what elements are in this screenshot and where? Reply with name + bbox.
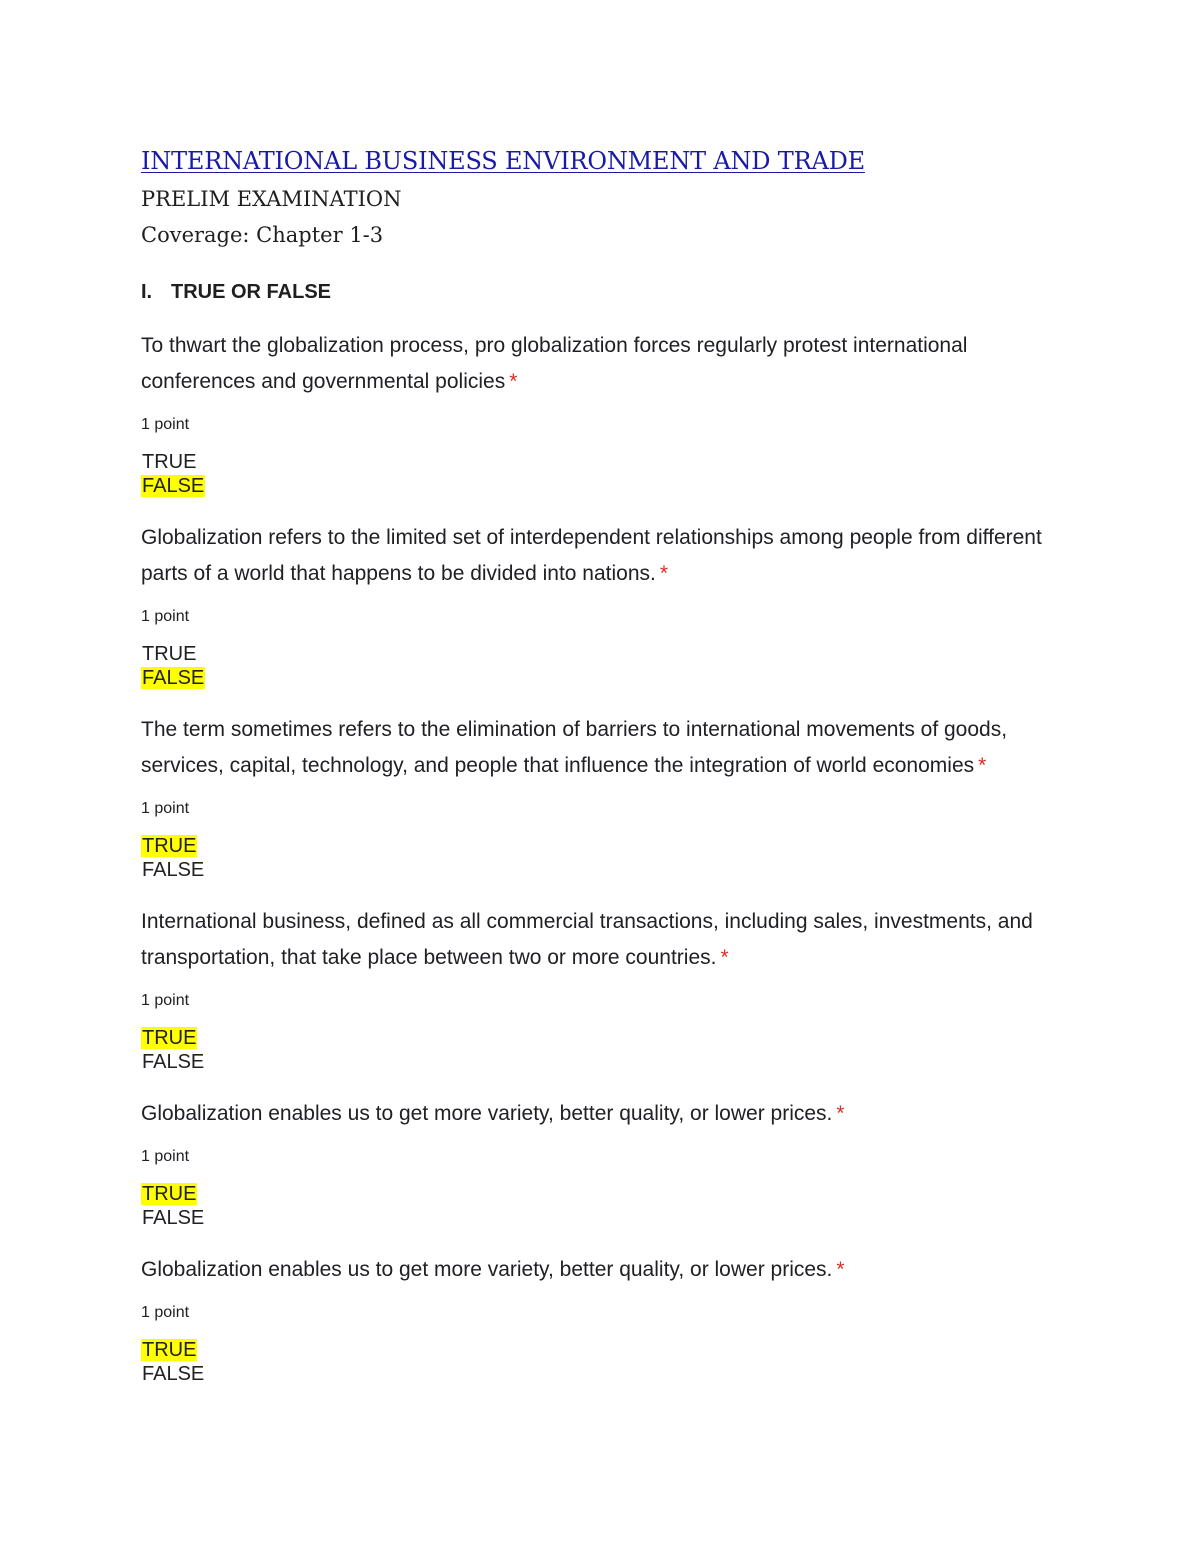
question-item bbox=[141, 1252, 1071, 1386]
option-label: TRUE bbox=[142, 643, 197, 665]
answer-options bbox=[141, 450, 1071, 498]
question-item bbox=[141, 712, 1071, 882]
option-false[interactable] bbox=[141, 1050, 1071, 1074]
question-prompt: Globalization refers to the limited set of interdependent relationships among people from different parts of a world that happens to be divided into nations. bbox=[141, 526, 1042, 585]
question-points: 1 point bbox=[141, 800, 190, 817]
question-prompt: To thwart the globalization process, pro globalization forces regularly protest international conferences and governmental policies bbox=[141, 334, 968, 393]
option-label: TRUE bbox=[142, 451, 197, 473]
question-prompt: The term sometimes refers to the elimination of barriers to international movements of goods, services, capital, technology, and people that influence the integration of world economies bbox=[141, 718, 1008, 777]
question-item bbox=[141, 328, 1071, 498]
question-prompt: International business, defined as all commercial transactions, including sales, investments, and transportation, that take place between two or more countries. bbox=[141, 910, 1033, 969]
section-heading bbox=[141, 278, 1071, 306]
option-true[interactable] bbox=[141, 450, 1071, 474]
option-label: TRUE bbox=[142, 1183, 197, 1205]
question-text bbox=[141, 712, 1071, 784]
section-title: TRUE OR FALSE bbox=[171, 281, 332, 303]
question-text bbox=[141, 328, 1071, 400]
required-asterisk: * bbox=[978, 754, 987, 777]
option-true[interactable] bbox=[141, 642, 1071, 666]
option-label: FALSE bbox=[142, 1051, 205, 1073]
document-subtitle: PRELIM EXAMINATION bbox=[141, 187, 402, 211]
option-false[interactable] bbox=[141, 1206, 1071, 1230]
option-label: FALSE bbox=[142, 1207, 205, 1229]
question-item bbox=[141, 1096, 1071, 1230]
required-asterisk: * bbox=[509, 370, 518, 393]
question-list bbox=[141, 328, 1071, 1386]
option-false[interactable] bbox=[141, 474, 1071, 498]
question-text bbox=[141, 1252, 1071, 1288]
answer-options bbox=[141, 1182, 1071, 1230]
option-true[interactable] bbox=[141, 1026, 1071, 1050]
required-asterisk: * bbox=[836, 1258, 845, 1281]
question-points: 1 point bbox=[141, 1304, 190, 1321]
question-points: 1 point bbox=[141, 416, 190, 433]
option-true[interactable] bbox=[141, 834, 1071, 858]
section-number: I. bbox=[141, 281, 153, 303]
option-false[interactable] bbox=[141, 858, 1071, 882]
option-true[interactable] bbox=[141, 1182, 1071, 1206]
required-asterisk: * bbox=[836, 1102, 845, 1125]
question-text bbox=[141, 1096, 1071, 1132]
question-prompt: Globalization enables us to get more variety, better quality, or lower prices. bbox=[141, 1102, 833, 1125]
answer-options bbox=[141, 834, 1071, 882]
option-label: TRUE bbox=[142, 1027, 197, 1049]
question-points: 1 point bbox=[141, 992, 190, 1009]
required-asterisk: * bbox=[659, 562, 669, 585]
question-text bbox=[141, 520, 1071, 592]
document-coverage: Coverage: Chapter 1-3 bbox=[141, 223, 384, 247]
option-label: TRUE bbox=[142, 1339, 197, 1361]
document-page bbox=[141, 144, 1071, 1386]
required-asterisk: * bbox=[720, 946, 729, 969]
option-false[interactable] bbox=[141, 1362, 1071, 1386]
answer-options bbox=[141, 642, 1071, 690]
option-true[interactable] bbox=[141, 1338, 1071, 1362]
option-label: TRUE bbox=[142, 835, 197, 857]
option-label: FALSE bbox=[142, 475, 205, 497]
option-false[interactable] bbox=[141, 666, 1071, 690]
question-prompt: Globalization enables us to get more variety, better quality, or lower prices. bbox=[141, 1258, 833, 1281]
document-title[interactable]: INTERNATIONAL BUSINESS ENVIRONMENT AND TRADE bbox=[141, 147, 865, 175]
question-text bbox=[141, 904, 1071, 976]
question-item bbox=[141, 904, 1071, 1074]
answer-options bbox=[141, 1026, 1071, 1074]
question-points: 1 point bbox=[141, 1148, 190, 1165]
option-label: FALSE bbox=[142, 667, 205, 689]
option-label: FALSE bbox=[142, 1363, 205, 1385]
question-item bbox=[141, 520, 1071, 690]
option-label: FALSE bbox=[142, 859, 205, 881]
question-points: 1 point bbox=[141, 608, 190, 625]
answer-options bbox=[141, 1338, 1071, 1386]
